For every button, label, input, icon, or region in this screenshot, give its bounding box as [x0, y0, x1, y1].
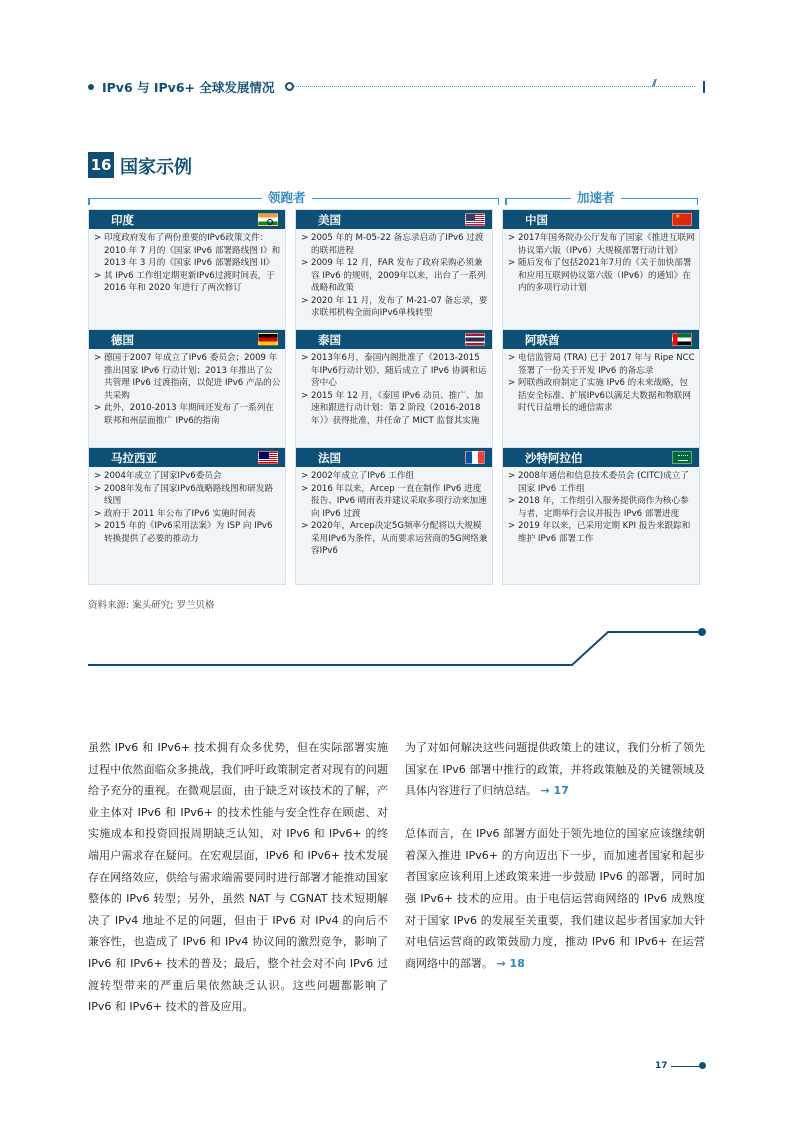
- list-item: > 德国于2007 年成立了IPv6 委员会；2009 年推出国家 IPv6 行动计划；2013 年推出了公共管理 IPv6 过渡指南，以促进 IPv6 产品的公共采购: [94, 352, 281, 402]
- card-header: [296, 210, 492, 229]
- china-flag-icon: [672, 213, 692, 226]
- thailand-flag-icon: [465, 333, 485, 346]
- germany-flag-icon: [258, 333, 278, 346]
- card-header: [89, 330, 285, 349]
- body-paragraph: [405, 823, 705, 974]
- card-header: [296, 448, 492, 467]
- malaysia-flag-icon: [258, 451, 278, 464]
- country-card-india: [88, 209, 286, 335]
- cross-reference-link[interactable]: → 18: [496, 956, 525, 970]
- list-item: > 2018 年，工作组引入服务提供商作为核心参与者，定期举行会议并报告 IPv6 部署进度: [508, 495, 695, 520]
- list-item: > 2016 年以来，Arcep 一直在制作 IPv6 进度报告、IPv6 晴雨表并建议采取多项行动来加速向 IPv6 过渡: [301, 483, 488, 521]
- country-card-france: [295, 447, 493, 585]
- card-header: [89, 210, 285, 229]
- list-item: > 2004年成立了国家IPv6委员会: [94, 470, 281, 483]
- category-cap-left: [505, 198, 507, 205]
- card-body: [296, 349, 492, 456]
- country-card-uae: [502, 329, 700, 457]
- country-card-usa: [295, 209, 493, 335]
- country-card-china: [502, 209, 700, 335]
- category-cap-left: [88, 198, 90, 205]
- body-column-right: [405, 737, 705, 996]
- uae-flag-icon: [672, 333, 692, 346]
- accelerators-category-header: [505, 190, 698, 206]
- list-item: > 2009 年 12 月，FAR 发布了政府采购必须兼容 IPv6 的规则，2009年以来，出台了一系列战略和政策: [301, 257, 488, 295]
- body-column-left: [88, 737, 388, 1039]
- card-header: [503, 330, 699, 349]
- country-name: 泰国: [318, 333, 341, 347]
- list-item: > 政府于 2011 年公布了IPv6 实施时间表: [94, 508, 281, 521]
- france-flag-icon: [465, 451, 485, 464]
- list-item: > 阿联酋政府制定了实施 IPv6 的未来战略，包括安全标准、扩展IPv6以满足大数据和物联网时代日益增长的通信需求: [508, 377, 695, 415]
- card-body: [503, 349, 699, 456]
- header-end-bar: [703, 81, 705, 93]
- country-card-malaysia: [88, 447, 286, 585]
- country-name: 德国: [111, 333, 134, 347]
- country-name: 法国: [318, 451, 341, 465]
- card-header: [503, 448, 699, 467]
- list-item: > 2017年国务院办公厅发布了国家《推进互联网协议第六版（IPv6）大规模部署行动计划》: [508, 232, 695, 257]
- list-item: > 2020 年 11 月，发布了 M-21-07 备忘录，要求联邦机构全面向IPv6单栈转型: [301, 295, 488, 320]
- leaders-label: 领跑者: [262, 190, 312, 206]
- card-body: [296, 229, 492, 334]
- saudi-flag-icon: [672, 451, 692, 464]
- list-item: > 2002年成立了IPv6 工作组: [301, 470, 488, 483]
- country-name: 印度: [111, 213, 134, 227]
- country-card-saudi-arabia: [502, 447, 700, 585]
- country-card-thailand: [295, 329, 493, 457]
- list-item: > 2008年通信和信息技术委员会 (CITC)成立了国家 IPv6 工作组: [508, 470, 695, 495]
- card-body: [296, 467, 492, 584]
- usa-flag-icon: [465, 213, 485, 226]
- card-body: [503, 467, 699, 584]
- accelerators-label: 加速者: [571, 190, 621, 206]
- country-card-germany: [88, 329, 286, 457]
- list-item: > 2015 年的《IPv6采用法案》为 ISP 向 IPv6转换提供了必要的推动力: [94, 520, 281, 545]
- list-item: > 2019 年以来，已采用定期 KPI 报告来跟踪和维护 IPv6 部署工作: [508, 520, 695, 545]
- header-ring-icon: [285, 82, 294, 91]
- country-name: 沙特阿拉伯: [525, 451, 583, 465]
- category-cap-right: [697, 198, 699, 205]
- list-item: > 2015 年 12 月，《泰国 IPv6 动员、推广、加速和跟进行动计划：第 2 阶段（2016-2018 年）》获得批准，并任命了 MICT 监督其实施: [301, 390, 488, 428]
- category-cap-right: [498, 198, 500, 205]
- body-paragraph: [405, 737, 705, 802]
- leaders-category-header: [88, 190, 499, 206]
- list-item: > 2008年发布了国家IPv6战略路线图和研发路线图: [94, 483, 281, 508]
- card-header: [503, 210, 699, 229]
- country-name: 马拉西亚: [111, 451, 157, 465]
- header-title: IPv6 与 IPv6+ 全球发展情况: [102, 80, 275, 95]
- country-name: 阿联酋: [525, 333, 560, 347]
- card-header: [296, 330, 492, 349]
- list-item: > 此外，2010-2013 年期间还发布了一系列在联邦和州层面推广 IPv6的指南: [94, 402, 281, 427]
- country-name: 中国: [525, 213, 548, 227]
- card-body: [89, 349, 285, 456]
- india-flag-icon: [258, 213, 278, 226]
- list-item: > 电信监管局 (TRA) 已于 2017 年与 Ripe NCC 签署了一份关于开发 IPv6 的备忘录: [508, 352, 695, 377]
- page-number: 17: [655, 1061, 668, 1071]
- list-item: > 2020年，Arcep决定5G频率分配将以大规模采用IPv6为条件，从而要求运营商的5G网络兼容IPv6: [301, 520, 488, 558]
- header-dot-icon: [88, 84, 94, 90]
- header-dotted-line: [294, 86, 695, 87]
- card-body: [503, 229, 699, 334]
- list-item: > 2005 年的 M-05-22 备忘录启动了IPv6 过渡的联邦进程: [301, 232, 488, 257]
- card-body: [89, 229, 285, 334]
- paragraph-text: 总体而言，在 IPv6 部署方面处于领先地位的国家应该继续朝着深入推进 IPv6+ 的方向迈出下一步，而加速者国家和起步者国家应该利用上述政策来进一步鼓励 IPv6 的部署，同时加强 IPv6+ 技术的应用。由于电信运营商网络的 IPv6 成熟度对于国家 IPv6 的发展至关重要，我们建议起步者国家加大针对电信运营商的政策鼓励力度，推动 IPv6 和 IPv6+ 在运营商网络中的部署。: [405, 827, 705, 970]
- card-body: [89, 467, 285, 584]
- page-number-line: [671, 1066, 701, 1067]
- page-number-dot-icon: [699, 1062, 706, 1069]
- cross-reference-link[interactable]: → 17: [540, 784, 569, 798]
- section-number: 16: [88, 152, 114, 178]
- list-item: > 其 IPv6 工作组定期更新IPv6过渡时间表，于 2016 年和 2020 年进行了两次修订: [94, 270, 281, 295]
- section-divider: [0, 620, 793, 680]
- list-item: > 印度政府发布了两份重要的IPv6政策文件：2010 年 7 月的《国家 IPv6 部署路线图 I》和 2013 年 3 月的《国家 IPv6 部署路线图 II》: [94, 232, 281, 270]
- card-header: [89, 448, 285, 467]
- list-item: > 2013年6月，泰国内阁批准了《2013-2015年IPv6行动计划》，随后成立了 IPv6 协调和运营中心: [301, 352, 488, 390]
- body-paragraph: 虽然 IPv6 和 IPv6+ 技术拥有众多优势，但在实际部署实施过程中依然面临众多挑战，我们呼吁政策制定者对现有的问题给予充分的重视。在微观层面，由于缺乏对该技术的了解，产业主体对 IPv6 和 IPv6+ 的技术性能与安全性存在顾虑、对实施成本和投资回报周期缺乏认知、对 IPv6 和 IPv6+ 的终端用户需求存在疑问。在宏观层面，IPv6 和 IPv6+ 技术发展存在网络效应，供给与需求端需要同时进行部署才能推动国家整体的 IPv6 转型；另外，虽然 NAT 与 CGNAT 技术短期解决了 IPv4 地址不足的问题，但由于 IPv6 对 IPv4 的向后不兼容性，也造成了 IPv6 和 IPv4 协议间的激烈竞争，影响了 IPv6 和 IPv6+ 技术的普及；最后，整个社会对不向 IPv6 过渡转型带来的严重后果依然缺乏认识。这些问题都影响了 IPv6 和 IPv6+ 技术的普及应用。: [88, 741, 388, 1014]
- paragraph-text: 为了对如何解决这些问题提供政策上的建议，我们分析了领先国家在 IPv6 部署中推行的政策，并将政策触及的关键领域及具体内容进行了归纳总结。: [405, 741, 705, 798]
- section-title: 国家示例: [120, 157, 192, 178]
- list-item: > 随后发布了包括2021年7月的《关于加快部署和应用互联网协议第六版（IPv6）的通知》在内的多项行动计划: [508, 257, 695, 295]
- header-slash-mark: //: [652, 78, 655, 89]
- running-header: [88, 79, 705, 95]
- country-name: 美国: [318, 213, 341, 227]
- source-note: 资料来源: 案头研究; 罗兰贝格: [88, 600, 215, 611]
